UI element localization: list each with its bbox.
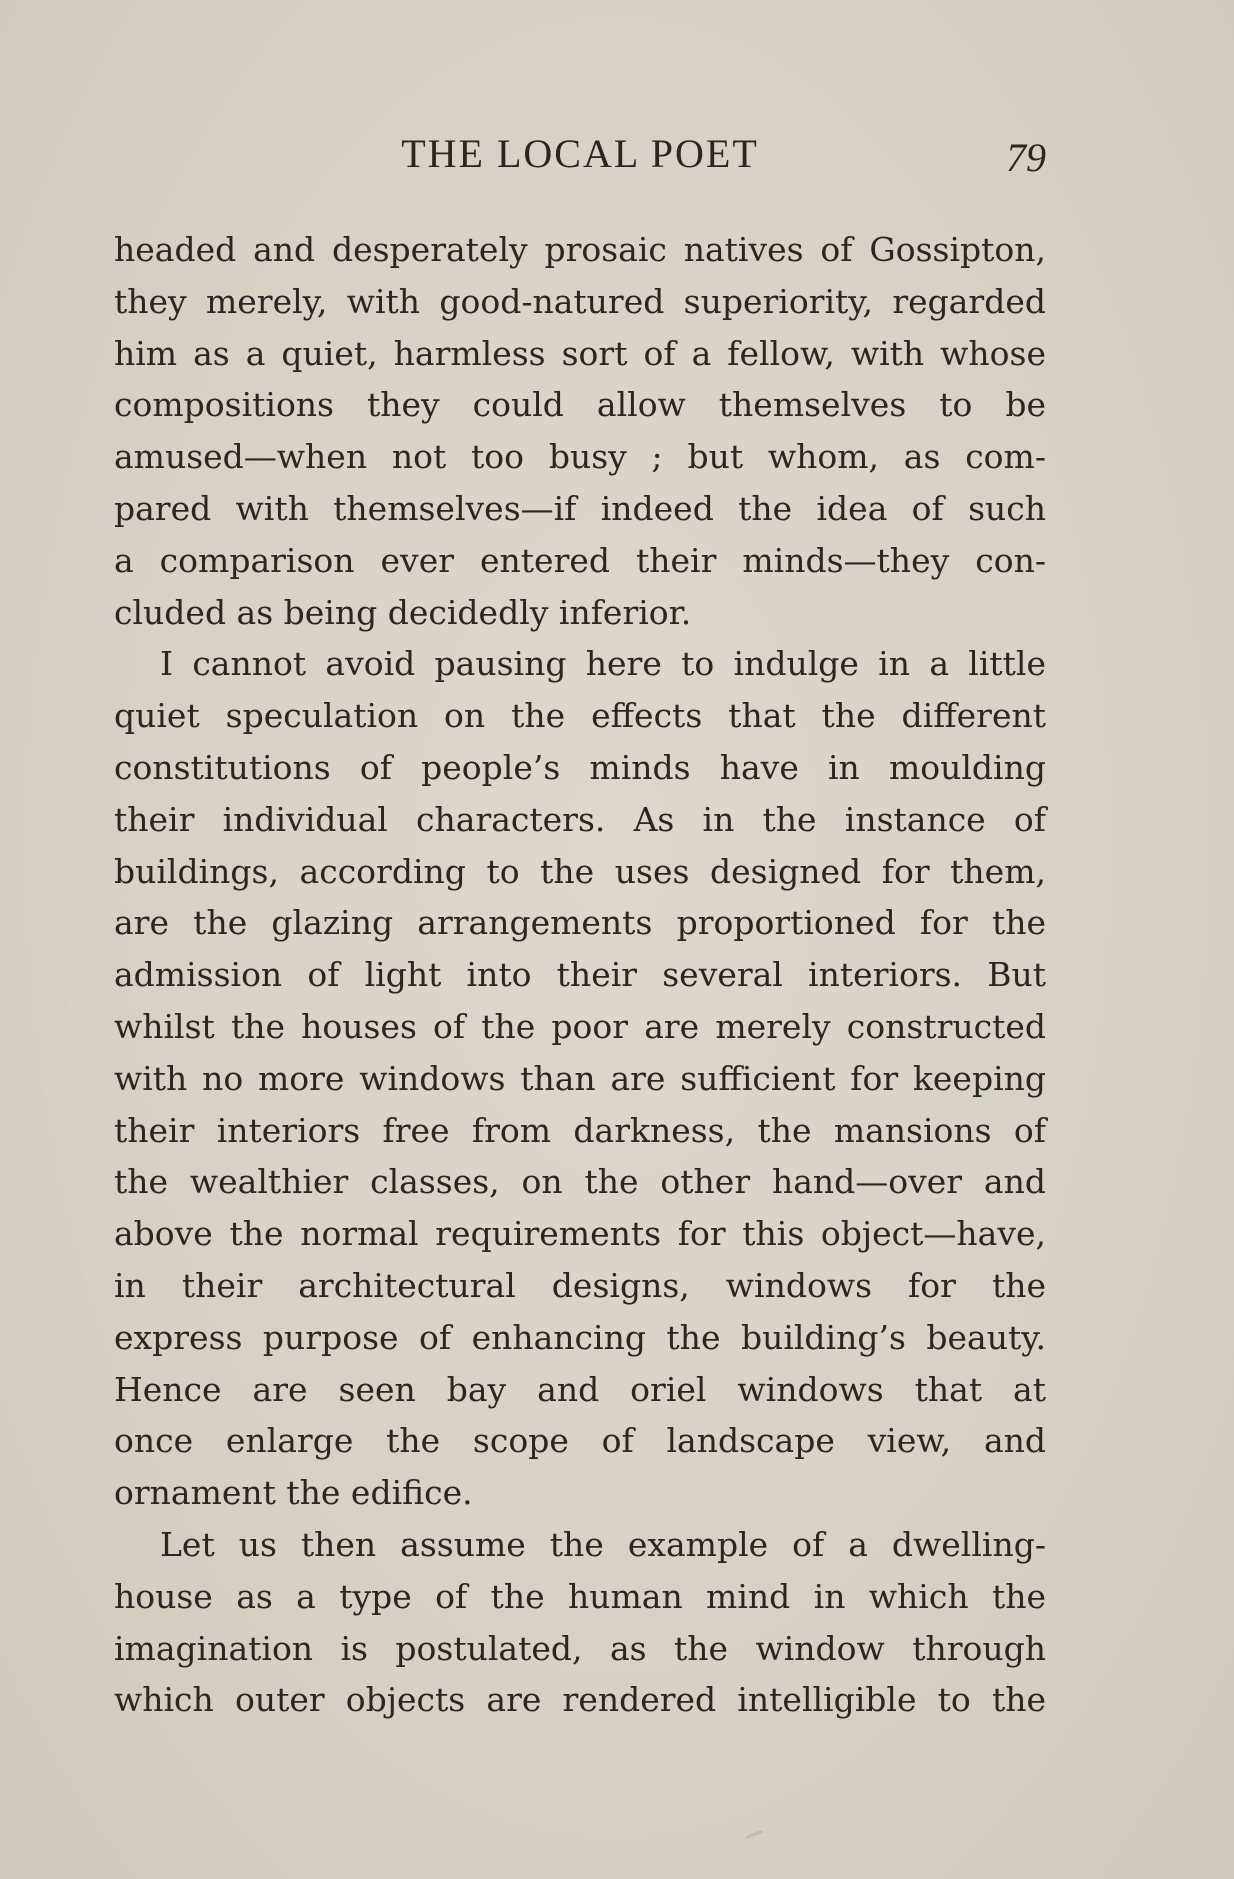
paragraph-2: [114, 638, 1046, 1519]
text-line: cluded as being decidedly inferior.: [114, 592, 692, 632]
text-line: they merely, with good-natured superiority, regarded: [114, 281, 1046, 321]
text-line: pared with themselves—if indeed the idea of such: [114, 488, 1046, 528]
text-line: which outer objects are rendered intelligible to the: [114, 1680, 1046, 1720]
text-line: constitutions of people’s minds have in moulding: [114, 747, 1046, 787]
text-line: whilst the houses of the poor are merely constructed: [114, 1006, 1046, 1046]
text-line: headed and desperately prosaic natives of Gossipton,: [114, 230, 1046, 269]
text-line: amused—when not too busy ; but whom, as com-: [114, 437, 1046, 477]
text-line: Let us then assume the example of a dwelling-: [160, 1524, 1046, 1564]
text-line: their interiors free from darkness, the mansions of: [114, 1110, 1046, 1150]
body-text: [114, 224, 1046, 1726]
text-line: the wealthier classes, on the other hand—over and: [114, 1162, 1046, 1202]
paragraph-1: [114, 224, 1046, 638]
text-line: compositions they could allow themselves to be: [114, 385, 1046, 425]
running-head: [114, 130, 1046, 180]
text-line: buildings, according to the uses designed for them,: [114, 851, 1046, 891]
paper-speck: [745, 1830, 763, 1839]
text-line: him as a quiet, harmless sort of a fellow, with whose: [114, 333, 1046, 373]
text-line: with no more windows than are sufficient for keeping: [114, 1058, 1046, 1098]
text-line: Hence are seen bay and oriel windows that at: [114, 1369, 1046, 1409]
text-line: ornament the edifice.: [114, 1473, 473, 1513]
page-number: 79: [1006, 135, 1046, 180]
text-line: a comparison ever entered their minds—they con-: [114, 540, 1046, 580]
text-line: are the glazing arrangements proportioned for the: [114, 903, 1046, 943]
text-line: once enlarge the scope of landscape view, and: [114, 1421, 1046, 1461]
text-line: I cannot avoid pausing here to indulge in a little: [160, 644, 1046, 684]
text-line: in their architectural designs, windows for the: [114, 1265, 1046, 1305]
paragraph-3: [114, 1519, 1046, 1726]
text-line: express purpose of enhancing the building’s beauty.: [114, 1317, 1046, 1357]
text-line: house as a type of the human mind in which the: [114, 1576, 1046, 1616]
running-title: THE LOCAL POET: [401, 131, 759, 176]
text-line: admission of light into their several interiors. But: [114, 955, 1046, 995]
text-line: their individual characters. As in the instance of: [114, 799, 1046, 839]
text-line: imagination is postulated, as the window through: [114, 1628, 1046, 1668]
text-line: quiet speculation on the effects that the different: [114, 696, 1046, 736]
text-line: above the normal requirements for this object—have,: [114, 1214, 1046, 1254]
